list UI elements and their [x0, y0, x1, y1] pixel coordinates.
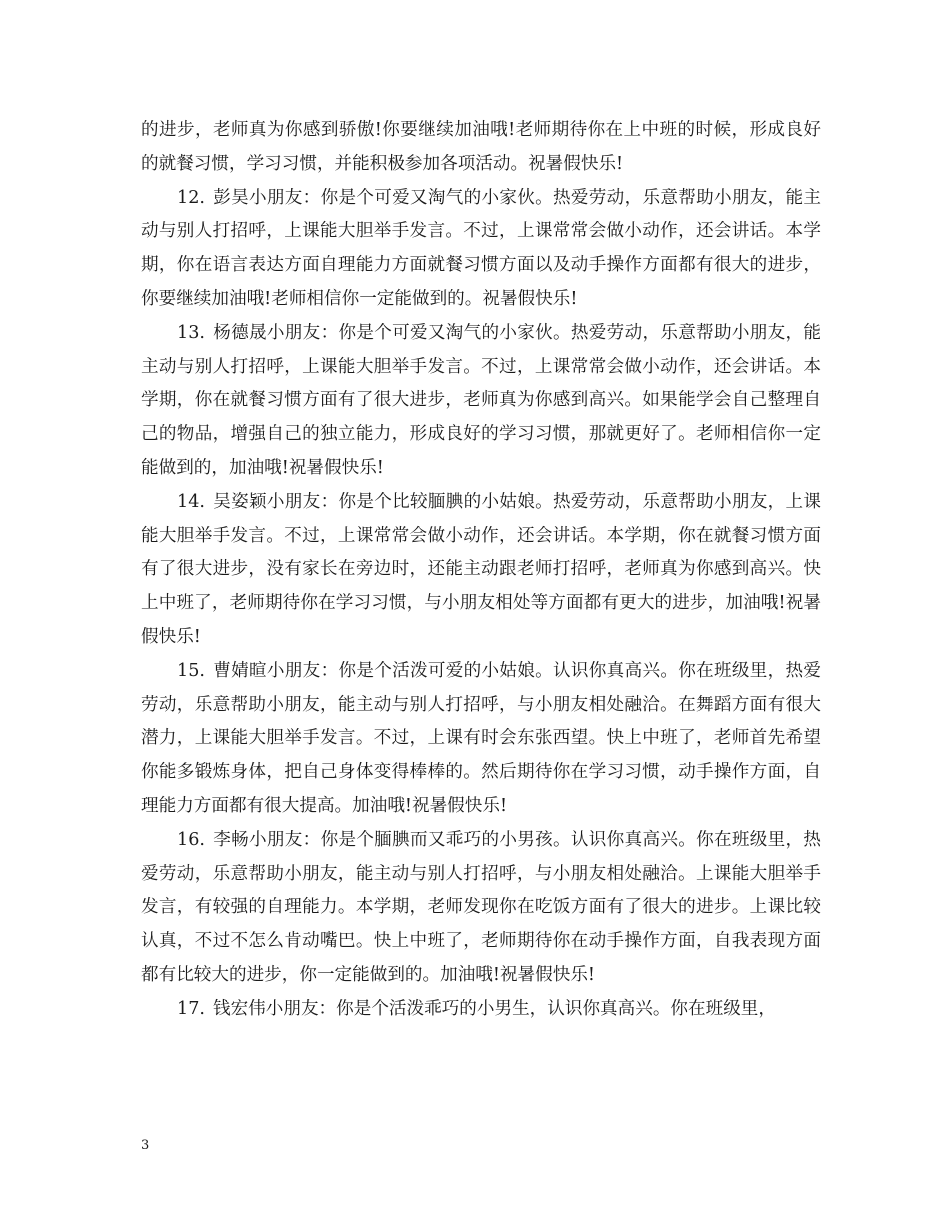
paragraph-number: 15.: [177, 660, 205, 681]
paragraph-text: 杨德晟小朋友：你是个可爱又淘气的小家伙。热爱劳动，乐意帮助小朋友，能主动与别人打招呼，上课能大胆举手发言。不过，上课常常会做小动作，还会讲话。本学期，你在就餐习惯方面有了很大进步，老师真为你感到高兴。如果能学会自己整理自己的物品，增强自己的独立能力，形成良好的学习习惯，那就更好了。老师相信你一定能做到的，加油哦!祝暑假快乐!: [141, 322, 821, 478]
paragraph-item: [141, 655, 821, 824]
paragraph-item: [141, 317, 821, 486]
paragraph-number: 14.: [177, 491, 205, 512]
paragraph-continuation: [141, 114, 821, 182]
body-text: [141, 114, 821, 1027]
paragraph-text: 钱宏伟小朋友：你是个活泼乖巧的小男生，认识你真高兴。你在班级里，: [212, 998, 776, 1019]
paragraph-number: 12.: [177, 187, 205, 208]
paragraph-text: 曹婧暄小朋友：你是个活泼可爱的小姑娘。认识你真高兴。你在班级里，热爱劳动，乐意帮助小朋友，能主动与别人打招呼，与小朋友相处融洽。在舞蹈方面有很大潜力，上课能大胆举手发言。不过，上课有时会东张西望。快上中班了，老师首先希望你能多锻炼身体，把自己身体变得棒棒的。然后期待你在学习习惯，动手操作方面，自理能力方面都有很大提高。加油哦!祝暑假快乐!: [141, 660, 821, 816]
paragraph-text: 吴姿颖小朋友：你是个比较腼腆的小姑娘。热爱劳动，乐意帮助小朋友，上课能大胆举手发言。不过，上课常常会做小动作，还会讲话。本学期，你在就餐习惯方面有了很大进步，没有家长在旁边时，还能主动跟老师打招呼，老师真为你感到高兴。快上中班了，老师期待你在学习习惯，与小朋友相处等方面都有更大的进步，加油哦!祝暑假快乐!: [141, 491, 821, 647]
paragraph-item: [141, 486, 821, 655]
paragraph-text: 彭昊小朋友：你是个可爱又淘气的小家伙。热爱劳动，乐意帮助小朋友，能主动与别人打招呼，上课能大胆举手发言。不过，上课常常会做小动作，还会讲话。本学期，你在语言表达方面自理能力方面就餐习惯方面以及动手操作方面都有很大的进步，你要继续加油哦!老师相信你一定能做到的。祝暑假快乐!: [141, 187, 821, 309]
paragraph-number: 13.: [177, 322, 205, 343]
paragraph-text: 李畅小朋友：你是个腼腆而又乖巧的小男孩。认识你真高兴。你在班级里，热爱劳动，乐意帮助小朋友，能主动与别人打招呼，与小朋友相处融洽。上课能大胆举手发言，有较强的自理能力。本学期，老师发现你在吃饭方面有了很大的进步。上课比较认真，不过不怎么肯动嘴巴。快上中班了，老师期待你在动手操作方面，自我表现方面都有比较大的进步，你一定能做到的。加油哦!祝暑假快乐!: [141, 829, 821, 985]
paragraph-item: [141, 993, 821, 1027]
paragraph-item: [141, 824, 821, 993]
paragraph-number: 17.: [177, 998, 205, 1019]
paragraph-text: 的进步，老师真为你感到骄傲!你要继续加油哦!老师期待你在上中班的时候，形成良好的就餐习惯，学习习惯，并能积极参加各项活动。祝暑假快乐!: [141, 120, 821, 174]
paragraph-number: 16.: [177, 829, 205, 850]
page-number: 3: [141, 1138, 150, 1153]
paragraph-item: [141, 182, 821, 317]
